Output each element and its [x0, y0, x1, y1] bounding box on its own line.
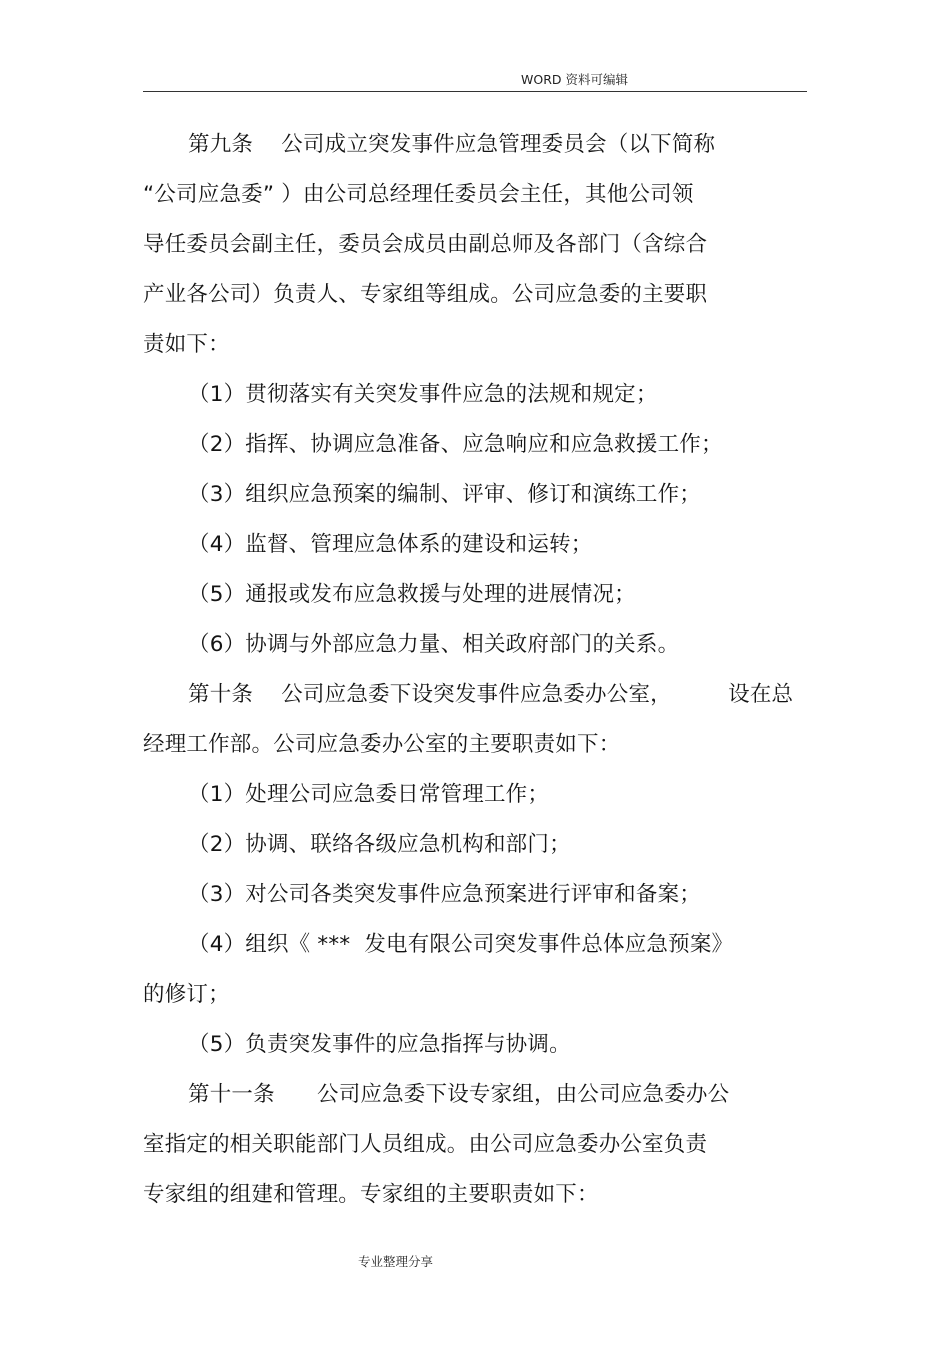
text-line: 第十一条 公司应急委下设专家组，由公司应急委办公	[188, 1082, 730, 1107]
header-divider	[143, 91, 807, 92]
text-line: 第十条 公司应急委下设突发事件应急委办公室， 设在总	[188, 682, 794, 707]
text-line: 责如下：	[143, 332, 230, 357]
list-item: （3）组织应急预案的编制、评审、修订和演练工作；	[188, 482, 701, 507]
list-item: （2）指挥、协调应急准备、应急响应和应急救援工作；	[188, 432, 723, 457]
text-line: “公司应急委” ）由公司总经理任委员会主任，其他公司领	[143, 182, 694, 207]
text-line: 的修订；	[143, 982, 230, 1007]
list-item: （4）组织《 *** 发电有限公司突发事件总体应急预案》	[188, 932, 734, 957]
page-header: WORD 资料可编辑	[521, 72, 628, 87]
list-item: （5）通报或发布应急救援与处理的进展情况；	[188, 582, 636, 607]
page-footer: 专业整理分享	[358, 1254, 434, 1269]
text-line: 产业各公司）负责人、专家组等组成。公司应急委的主要职	[143, 282, 708, 307]
text-line: 导任委员会副主任，委员会成员由副总师及各部门（含综合	[143, 232, 708, 257]
text-line: 第九条 公司成立突发事件应急管理委员会（以下简称	[188, 132, 716, 157]
text-line: 专家组的组建和管理。专家组的主要职责如下：	[143, 1182, 599, 1207]
list-item: （1）处理公司应急委日常管理工作；	[188, 782, 550, 807]
list-item: （3）对公司各类突发事件应急预案进行评审和备案；	[188, 882, 701, 907]
list-item: （1）贯彻落实有关突发事件应急的法规和规定；	[188, 382, 658, 407]
list-item: （2）协调、联络各级应急机构和部门；	[188, 832, 571, 857]
list-item: （5）负责突发事件的应急指挥与协调。	[188, 1032, 571, 1057]
text-line: 室指定的相关职能部门人员组成。由公司应急委办公室负责	[143, 1132, 708, 1157]
list-item: （4）监督、管理应急体系的建设和运转；	[188, 532, 593, 557]
text-line: 经理工作部。公司应急委办公室的主要职责如下：	[143, 732, 621, 757]
list-item: （6）协调与外部应急力量、相关政府部门的关系。	[188, 632, 680, 657]
